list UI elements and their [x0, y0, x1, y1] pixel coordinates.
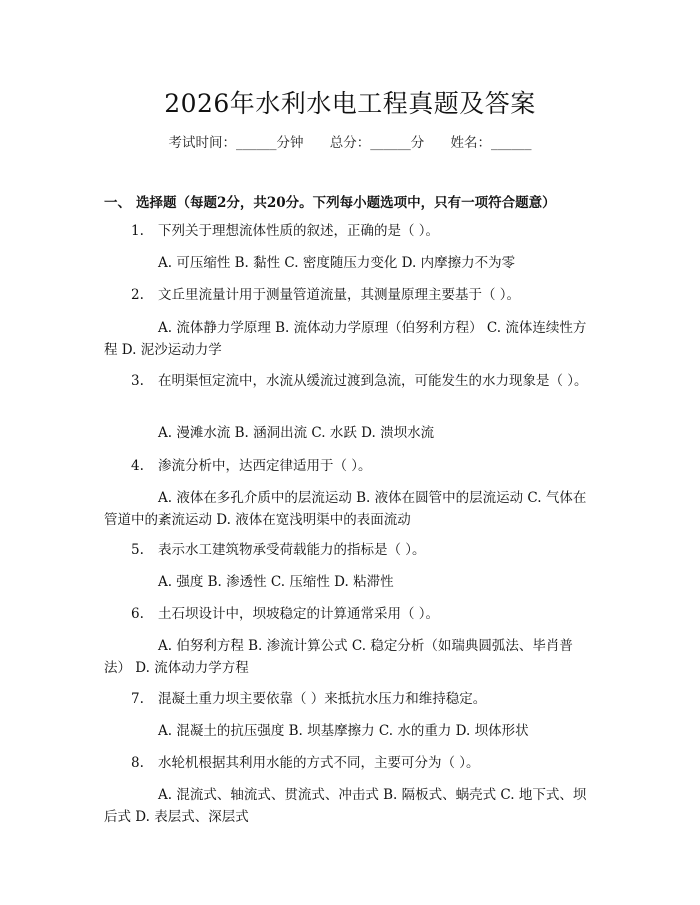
question-number: 2. [131, 287, 144, 303]
question-8-options [104, 784, 596, 828]
question-text: 文丘里流量计用于测量管道流量，其测量原理主要基于（ ）。 [158, 287, 521, 303]
question-stem [104, 603, 596, 625]
question-6 [104, 603, 596, 625]
question-1-options [104, 252, 596, 274]
question-2-options [104, 317, 596, 361]
question-stem [104, 370, 596, 392]
question-text: 在明渠恒定流中，水流从缓流过渡到急流，可能发生的水力现象是（ ）。 [158, 373, 588, 389]
question-6-options [104, 635, 596, 679]
question-stem [104, 752, 596, 774]
question-number: 4. [131, 458, 144, 474]
question-7 [104, 688, 596, 710]
student-name-field: 姓名：______ [450, 135, 532, 151]
question-5 [104, 539, 596, 561]
page-title: 2026年水利水电工程真题及答案 [164, 89, 536, 118]
question-number: 6. [131, 606, 144, 622]
question-stem [104, 220, 596, 242]
question-8 [104, 752, 596, 774]
question-7-options [104, 720, 596, 742]
question-1 [104, 220, 596, 242]
question-options: A. 液体在多孔介质中的层流运动 B. 液体在圆管中的层流运动 C. 气体在管道中的紊流运动 D. 液体在宽浅明渠中的表面流动 [104, 490, 587, 528]
question-text: 水轮机根据其利用水能的方式不同，主要可分为（ ）。 [158, 755, 480, 771]
total-score-field: 总分：______分 [329, 135, 425, 151]
question-4-options [104, 487, 596, 531]
section-title: 选择题（每题2分，共20分。下列每小题选项中，只有一项符合题意） [136, 195, 556, 211]
question-text: 下列关于理想流体性质的叙述，正确的是（ ）。 [158, 223, 440, 239]
question-text: 表示水工建筑物承受荷载能力的指标是（ ）。 [158, 542, 426, 558]
question-options: A. 伯努利方程 B. 渗流计算公式 C. 稳定分析（如瑞典圆弧法、毕肖普法） D. 流体动力学方程 [104, 638, 573, 676]
section-heading [104, 191, 556, 211]
question-4 [104, 455, 596, 477]
question-stem [104, 688, 596, 710]
question-3-options [104, 422, 596, 444]
question-number: 5. [131, 542, 144, 558]
question-options: A. 混凝土的抗压强度 B. 坝基摩擦力 C. 水的重力 D. 坝体形状 [158, 723, 529, 739]
question-options: A. 混流式、轴流式、贯流式、冲击式 B. 隔板式、蜗壳式 C. 地下式、坝后式 D. 表层式、深层式 [104, 787, 587, 825]
question-5-options [104, 571, 596, 593]
question-options: A. 漫滩水流 B. 涵洞出流 C. 水跃 D. 溃坝水流 [158, 425, 435, 441]
question-2 [104, 284, 596, 306]
question-stem [104, 284, 596, 306]
question-stem [104, 455, 596, 477]
section-number: 一、 [104, 195, 131, 211]
question-number: 3. [131, 373, 144, 389]
question-text: 混凝土重力坝主要依靠（ ）来抵抗水压力和维持稳定。 [158, 691, 487, 707]
exam-meta [0, 131, 700, 151]
question-text: 渗流分析中，达西定律适用于（ ）。 [158, 458, 372, 474]
question-3 [104, 370, 596, 392]
question-number: 8. [131, 755, 144, 771]
question-options: A. 可压缩性 B. 黏性 C. 密度随压力变化 D. 内摩擦力不为零 [158, 255, 516, 271]
question-number: 7. [131, 691, 144, 707]
question-stem [104, 539, 596, 561]
question-text: 土石坝设计中，坝坡稳定的计算通常采用（ ）。 [158, 606, 440, 622]
question-options: A. 强度 B. 渗透性 C. 压缩性 D. 粘滞性 [158, 574, 394, 590]
question-number: 1. [131, 223, 144, 239]
exam-time-field: 考试时间：______分钟 [168, 135, 304, 151]
question-options: A. 流体静力学原理 B. 流体动力学原理（伯努利方程） C. 流体连续性方程 D. 泥沙运动力学 [104, 320, 587, 358]
